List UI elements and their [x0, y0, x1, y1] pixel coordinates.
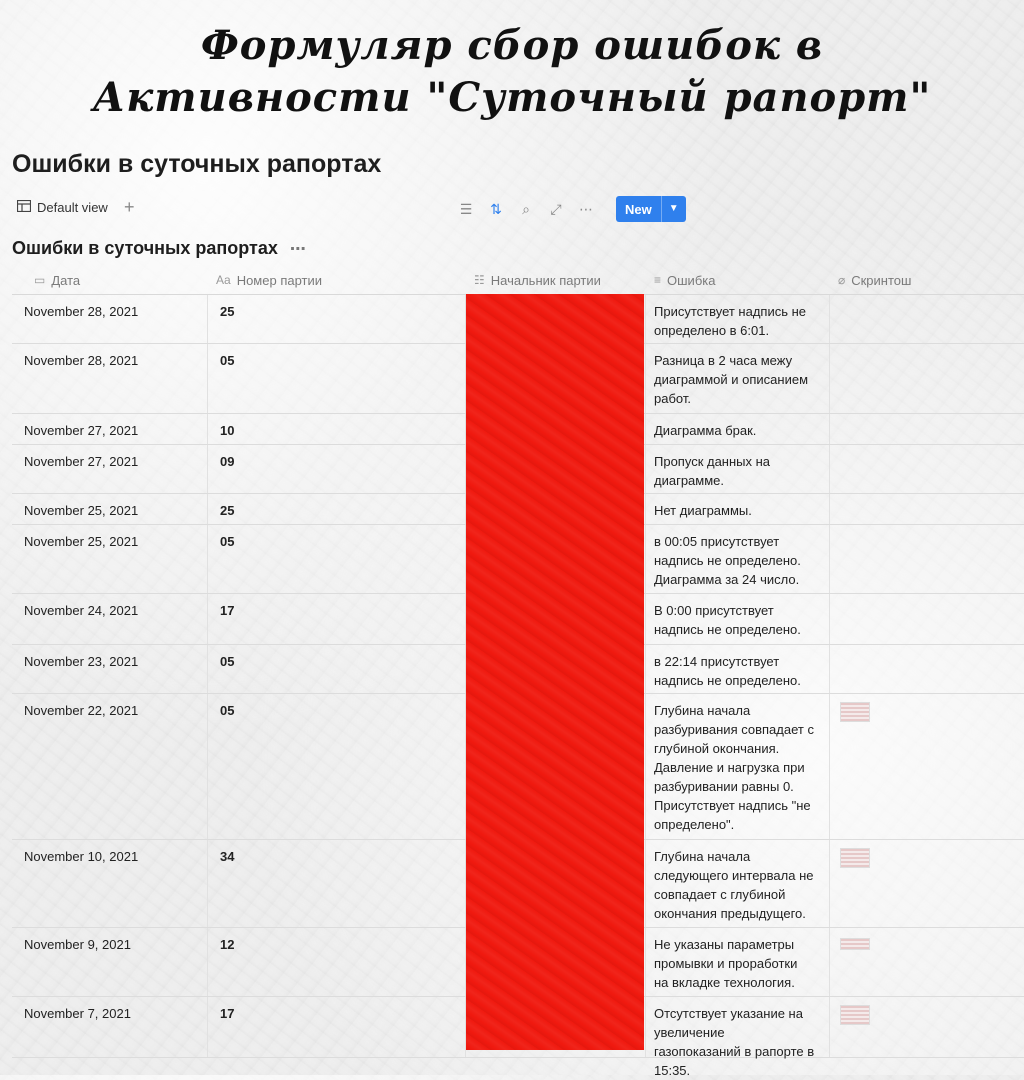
error-line: в 00:05 присутствует [654, 534, 780, 549]
error-line: совпадает с глубиной [654, 887, 786, 902]
error-line: надпись не определено. [654, 553, 801, 568]
table-header [12, 266, 1024, 295]
error-cell[interactable] [646, 295, 830, 343]
error-line: диаграммой и описанием [654, 372, 809, 387]
batch-cell[interactable]: 25 [208, 295, 466, 343]
error-line: Присутствует надпись не [654, 304, 807, 319]
screenshot-cell[interactable] [830, 645, 1024, 693]
batch-cell[interactable]: 17 [208, 594, 466, 644]
screenshot-cell[interactable] [830, 445, 1024, 493]
error-line: в 22:14 присутствует [654, 654, 780, 669]
date-cell[interactable]: November 22, 2021 [12, 694, 208, 839]
toolbar [458, 196, 686, 222]
screenshot-cell[interactable] [830, 594, 1024, 644]
error-line: окончания предыдущего. [654, 906, 806, 921]
error-line: Разница в 2 часа межу [654, 353, 793, 368]
batch-cell[interactable]: 10 [208, 414, 466, 444]
error-line: диаграмме. [654, 473, 724, 488]
error-cell[interactable] [646, 928, 830, 996]
screenshot-cell[interactable] [830, 494, 1024, 524]
column-header-screenshot[interactable]: ⌀ Скринтош [838, 272, 912, 288]
filter-icon[interactable]: ☰ [459, 200, 473, 217]
column-header-batch[interactable]: Aa Номер партии [216, 272, 323, 288]
list-icon: ☷ [474, 273, 485, 287]
error-line: следующего интервала не [654, 868, 814, 883]
error-line: Присутствует надпись "не [654, 798, 811, 813]
database-title [12, 238, 306, 259]
column-header-error[interactable]: ≡ Ошибка [654, 272, 716, 288]
error-line: Отсутствует указание на [654, 1006, 803, 1021]
error-line: Не указаны параметры [654, 937, 795, 952]
screenshot-thumbnail[interactable] [840, 1005, 870, 1025]
database-title-text: Ошибки в суточных рапортах [12, 238, 278, 258]
error-cell[interactable] [646, 414, 830, 444]
date-cell[interactable]: November 7, 2021 [12, 997, 208, 1057]
batch-cell[interactable]: 05 [208, 525, 466, 593]
batch-cell[interactable]: 17 [208, 997, 466, 1057]
screenshot-cell[interactable] [830, 295, 1024, 343]
error-line: Пропуск данных на [654, 454, 771, 469]
error-line: Диаграмма за 24 число. [654, 572, 800, 587]
calendar-icon: ▭ [34, 273, 46, 287]
error-cell[interactable] [646, 840, 830, 927]
error-cell[interactable] [646, 344, 830, 413]
error-cell[interactable] [646, 494, 830, 524]
batch-cell[interactable]: 34 [208, 840, 466, 927]
batch-cell[interactable]: 25 [208, 494, 466, 524]
screenshot-cell[interactable] [830, 344, 1024, 413]
error-line: Глубина начала [654, 703, 751, 718]
error-line: разбуривании равны 0. [654, 779, 794, 794]
headline-line-1: Формуляр сбор ошибок в [200, 22, 824, 69]
error-line: Глубина начала [654, 849, 751, 864]
error-line: на вкладке технология. [654, 975, 795, 990]
error-line: увеличение [654, 1025, 725, 1040]
date-cell[interactable]: November 24, 2021 [12, 594, 208, 644]
error-cell[interactable] [646, 997, 830, 1078]
lines-icon: ≡ [654, 273, 662, 287]
date-cell[interactable]: November 27, 2021 [12, 445, 208, 493]
screenshot-cell[interactable] [830, 928, 1024, 996]
error-line: промывки и проработки [654, 956, 798, 971]
column-header-chief[interactable]: ☷ Начальник партии [474, 272, 601, 288]
redaction-block [466, 294, 644, 1050]
date-cell[interactable]: November 23, 2021 [12, 645, 208, 693]
chevron-down-icon[interactable]: ▼ [661, 196, 686, 222]
date-cell[interactable]: November 9, 2021 [12, 928, 208, 996]
add-view-icon[interactable]: + [124, 197, 135, 217]
table-icon [17, 200, 31, 215]
error-cell[interactable] [646, 445, 830, 493]
error-line: глубиной окончания. [654, 741, 780, 756]
error-line: Давление и нагрузка при [654, 760, 805, 775]
screenshot-cell[interactable] [830, 525, 1024, 593]
batch-cell[interactable]: 09 [208, 445, 466, 493]
error-line: надпись не определено. [654, 622, 801, 637]
date-cell[interactable]: November 28, 2021 [12, 295, 208, 343]
date-cell[interactable]: November 25, 2021 [12, 494, 208, 524]
screenshot-thumbnail[interactable] [840, 848, 870, 868]
paperclip-icon: ⌀ [838, 273, 846, 287]
error-cell[interactable] [646, 525, 830, 593]
batch-cell[interactable]: 05 [208, 344, 466, 413]
view-tab-default[interactable] [17, 200, 108, 215]
column-header-date[interactable]: ▭ Дата [34, 272, 81, 288]
view-tab-label: Default view [37, 200, 108, 215]
screenshot-thumbnail[interactable] [840, 702, 870, 722]
more-icon[interactable]: ⋯ [579, 200, 593, 217]
error-line: разбуривания совпадает с [654, 722, 814, 737]
sort-icon[interactable]: ⇅ [490, 200, 502, 217]
error-cell[interactable] [646, 645, 830, 693]
new-button[interactable] [616, 196, 686, 222]
error-line: 15:35. [654, 1063, 691, 1078]
error-line: надпись не определено. [654, 673, 801, 688]
new-button-label: New [625, 201, 652, 217]
error-line: определено". [654, 817, 735, 832]
text-type-icon: Aa [216, 273, 231, 287]
error-line: В 0:00 присутствует [654, 603, 774, 618]
date-cell[interactable]: November 27, 2021 [12, 414, 208, 444]
date-cell[interactable]: November 28, 2021 [12, 344, 208, 413]
search-icon[interactable]: ⌕ [522, 200, 530, 217]
error-cell[interactable] [646, 594, 830, 644]
screenshot-cell[interactable] [830, 414, 1024, 444]
batch-cell[interactable]: 05 [208, 694, 466, 839]
error-line: определено в 6:01. [654, 323, 770, 338]
error-line: Нет диаграммы. [654, 503, 752, 518]
screenshot-thumbnail[interactable] [840, 938, 870, 950]
batch-cell[interactable]: 05 [208, 645, 466, 693]
error-line: работ. [654, 391, 691, 406]
page-title: Ошибки в суточных рапортах [12, 150, 382, 178]
database-more-icon[interactable]: ⋯ [289, 240, 306, 258]
error-line: газопоказаний в рапорте в [654, 1044, 815, 1059]
expand-icon[interactable]: ⤢ [550, 200, 562, 217]
batch-cell[interactable]: 12 [208, 928, 466, 996]
error-line: Диаграмма брак. [654, 423, 757, 438]
date-cell[interactable]: November 10, 2021 [12, 840, 208, 927]
date-cell[interactable]: November 25, 2021 [12, 525, 208, 593]
error-cell[interactable] [646, 694, 830, 839]
screenshot-cell[interactable] [830, 694, 1024, 839]
screenshot-cell[interactable] [830, 997, 1024, 1057]
headline-line-2: Активности "Суточный рапорт" [92, 74, 932, 121]
screenshot-cell[interactable] [830, 840, 1024, 927]
